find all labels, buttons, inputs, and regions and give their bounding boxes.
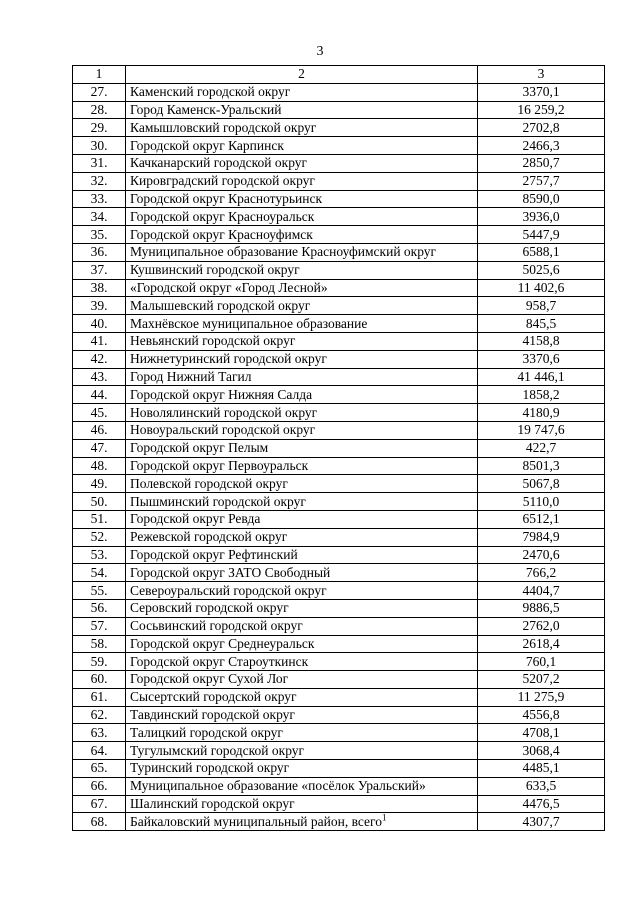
amount-value: 6588,1 [478, 243, 605, 261]
amount-value: 4708,1 [478, 724, 605, 742]
table-row [73, 510, 605, 528]
amount-value: 2618,4 [478, 635, 605, 653]
municipal-table [72, 65, 605, 831]
municipality-name-text: Городской округ Среднеуральск [130, 635, 315, 651]
municipality-name-text: «Городской округ «Город Лесной» [130, 279, 328, 295]
page-number: 3 [316, 44, 324, 59]
amount-value: 9886,5 [478, 599, 605, 617]
amount-value: 3936,0 [478, 208, 605, 226]
amount-value: 2762,0 [478, 617, 605, 635]
municipality-name-text: Город Нижний Тагил [130, 368, 252, 384]
amount-value: 3370,6 [478, 350, 605, 368]
municipality-name [126, 742, 478, 760]
municipality-name [126, 635, 478, 653]
table-row [73, 653, 605, 671]
municipality-name-text: Талицкий городской округ [130, 724, 283, 740]
municipality-name [126, 154, 478, 172]
row-number: 51. [73, 510, 126, 528]
amount-value: 1858,2 [478, 386, 605, 404]
table-row [73, 243, 605, 261]
municipality-name [126, 653, 478, 671]
row-number: 42. [73, 350, 126, 368]
municipality-name [126, 724, 478, 742]
municipality-name-text: Серовский городской округ [130, 600, 289, 616]
table-row [73, 83, 605, 101]
municipality-name-text: Тугулымский городской округ [130, 742, 305, 758]
municipality-name [126, 208, 478, 226]
row-number: 41. [73, 332, 126, 350]
municipality-name-text: Кировградский городской округ [130, 173, 315, 189]
row-number: 35. [73, 226, 126, 244]
municipality-name-text: Город Каменск-Уральский [130, 101, 282, 117]
amount-value: 8590,0 [478, 190, 605, 208]
municipality-name-text: Шалинский городской округ [130, 796, 295, 812]
municipality-name-text: Городской округ Староуткинск [130, 653, 309, 669]
table-row [73, 350, 605, 368]
municipality-name [126, 795, 478, 813]
municipality-name [126, 599, 478, 617]
row-number: 63. [73, 724, 126, 742]
municipality-name [126, 421, 478, 439]
amount-value: 4476,5 [478, 795, 605, 813]
row-number: 32. [73, 172, 126, 190]
amount-value: 3068,4 [478, 742, 605, 760]
amount-value: 422,7 [478, 439, 605, 457]
municipality-name-text: Сысертский городской округ [130, 689, 297, 705]
municipality-name-text: Качканарский городской округ [130, 155, 308, 171]
table-row [73, 671, 605, 689]
row-number: 55. [73, 582, 126, 600]
row-number: 39. [73, 297, 126, 315]
municipality-name-text: Туринский городской округ [130, 760, 290, 776]
table-row [73, 154, 605, 172]
amount-value: 4556,8 [478, 706, 605, 724]
table-row [73, 315, 605, 333]
row-number: 54. [73, 564, 126, 582]
row-number: 66. [73, 777, 126, 795]
row-number: 30. [73, 137, 126, 155]
table-row [73, 777, 605, 795]
municipality-name [126, 137, 478, 155]
row-number: 31. [73, 154, 126, 172]
table-row [73, 439, 605, 457]
table-row [73, 546, 605, 564]
row-number: 34. [73, 208, 126, 226]
row-number: 52. [73, 528, 126, 546]
row-number: 57. [73, 617, 126, 635]
table-row [73, 421, 605, 439]
municipality-name-text: Кушвинский городской округ [130, 262, 300, 278]
table-row [73, 599, 605, 617]
table-row [73, 190, 605, 208]
table-row [73, 813, 605, 831]
municipality-name-text: Махнёвское муниципальное образование [130, 315, 368, 331]
municipality-name [126, 279, 478, 297]
amount-value: 2850,7 [478, 154, 605, 172]
amount-value: 5207,2 [478, 671, 605, 689]
row-number: 33. [73, 190, 126, 208]
municipality-name [126, 671, 478, 689]
municipality-name-text: Североуральский городской округ [130, 582, 327, 598]
row-number: 40. [73, 315, 126, 333]
row-number: 60. [73, 671, 126, 689]
municipality-name [126, 368, 478, 386]
table-row [73, 617, 605, 635]
row-number: 59. [73, 653, 126, 671]
municipality-name-text: Городской округ Сухой Лог [130, 671, 289, 687]
municipality-name [126, 475, 478, 493]
municipality-name [126, 83, 478, 101]
amount-value: 4180,9 [478, 404, 605, 422]
municipality-name [126, 190, 478, 208]
municipality-name [126, 546, 478, 564]
table-row [73, 279, 605, 297]
amount-value: 2470,6 [478, 546, 605, 564]
municipality-name [126, 226, 478, 244]
municipality-name-text: Малышевский городской округ [130, 297, 311, 313]
table-row [73, 742, 605, 760]
table-body [73, 83, 605, 830]
table-row [73, 226, 605, 244]
municipality-name [126, 582, 478, 600]
municipality-name [126, 528, 478, 546]
row-number: 44. [73, 386, 126, 404]
municipality-name [126, 101, 478, 119]
table-row [73, 172, 605, 190]
municipality-name [126, 510, 478, 528]
table-row [73, 457, 605, 475]
column-header-value: 3 [478, 66, 605, 84]
municipality-name-text: Нижнетуринский городской округ [130, 351, 327, 367]
row-number: 37. [73, 261, 126, 279]
municipality-name-text: Камышловский городской округ [130, 119, 317, 135]
municipality-name-text: Каменский городской округ [130, 84, 291, 100]
amount-value: 7984,9 [478, 528, 605, 546]
amount-value: 5447,9 [478, 226, 605, 244]
amount-value: 6512,1 [478, 510, 605, 528]
municipality-name [126, 404, 478, 422]
municipality-name [126, 386, 478, 404]
municipality-name [126, 332, 478, 350]
table-row [73, 297, 605, 315]
row-number: 46. [73, 421, 126, 439]
municipality-name [126, 617, 478, 635]
municipality-name [126, 297, 478, 315]
row-number: 36. [73, 243, 126, 261]
municipality-name-text: Городской округ Ревда [130, 511, 261, 527]
amount-value: 845,5 [478, 315, 605, 333]
municipality-name-text: Городской округ Красноуфимск [130, 226, 313, 242]
municipality-name-text: Городской округ ЗАТО Свободный [130, 564, 331, 580]
municipality-name [126, 350, 478, 368]
municipality-name-text: Полевской городской округ [130, 475, 288, 491]
amount-value: 766,2 [478, 564, 605, 582]
municipality-name-text: Тавдинский городской округ [130, 707, 295, 723]
table-row [73, 137, 605, 155]
table-row [73, 706, 605, 724]
row-number: 62. [73, 706, 126, 724]
municipality-name-text: Пышминский городской округ [130, 493, 306, 509]
row-number: 49. [73, 475, 126, 493]
table-row [73, 475, 605, 493]
amount-value: 633,5 [478, 777, 605, 795]
table-row [73, 208, 605, 226]
amount-value: 4158,8 [478, 332, 605, 350]
row-number: 65. [73, 760, 126, 778]
municipality-name-text: Городской округ Пелым [130, 440, 269, 456]
municipality-name [126, 706, 478, 724]
table-row [73, 582, 605, 600]
amount-value: 5110,0 [478, 493, 605, 511]
table-row [73, 404, 605, 422]
municipality-name-text: Городской округ Первоуральск [130, 457, 309, 473]
table-row [73, 635, 605, 653]
amount-value: 4307,7 [478, 813, 605, 831]
amount-value: 2757,7 [478, 172, 605, 190]
municipality-name [126, 172, 478, 190]
amount-value: 5067,8 [478, 475, 605, 493]
row-number: 47. [73, 439, 126, 457]
municipality-name-text: Городской округ Карпинск [130, 137, 284, 153]
amount-value: 760,1 [478, 653, 605, 671]
row-number: 68. [73, 813, 126, 831]
amount-value: 11 275,9 [478, 688, 605, 706]
amount-value: 2702,8 [478, 119, 605, 137]
row-number: 48. [73, 457, 126, 475]
municipality-name [126, 243, 478, 261]
amount-value: 2466,3 [478, 137, 605, 155]
municipality-name-text: Городской округ Красноуральск [130, 208, 315, 224]
municipality-name [126, 439, 478, 457]
column-header-number: 1 [73, 66, 126, 84]
table-row [73, 101, 605, 119]
amount-value: 19 747,6 [478, 421, 605, 439]
municipality-name [126, 315, 478, 333]
table-row [73, 386, 605, 404]
municipality-name-text: Новолялинский городской округ [130, 404, 318, 420]
table-row [73, 119, 605, 137]
table-row [73, 528, 605, 546]
municipality-name [126, 119, 478, 137]
table-row [73, 368, 605, 386]
row-number: 43. [73, 368, 126, 386]
table-row [73, 688, 605, 706]
municipality-name [126, 760, 478, 778]
municipality-name [126, 261, 478, 279]
amount-value: 4404,7 [478, 582, 605, 600]
table-row [73, 493, 605, 511]
municipality-name [126, 688, 478, 706]
table-row [73, 795, 605, 813]
municipality-name-text: Байкаловский муниципальный район, всего [130, 813, 382, 829]
row-number: 61. [73, 688, 126, 706]
amount-value: 5025,6 [478, 261, 605, 279]
amount-value: 41 446,1 [478, 368, 605, 386]
row-number: 29. [73, 119, 126, 137]
footnote-mark: 1 [382, 812, 387, 823]
municipality-name-text: Сосьвинский городской округ [130, 618, 303, 634]
row-number: 38. [73, 279, 126, 297]
municipality-name [126, 777, 478, 795]
table-row [73, 564, 605, 582]
municipality-name [126, 564, 478, 582]
amount-value: 958,7 [478, 297, 605, 315]
table-row [73, 760, 605, 778]
amount-value: 11 402,6 [478, 279, 605, 297]
row-number: 67. [73, 795, 126, 813]
table-header-row [73, 66, 605, 84]
row-number: 27. [73, 83, 126, 101]
amount-value: 3370,1 [478, 83, 605, 101]
row-number: 56. [73, 599, 126, 617]
row-number: 45. [73, 404, 126, 422]
row-number: 50. [73, 493, 126, 511]
amount-value: 16 259,2 [478, 101, 605, 119]
municipality-name-text: Городской округ Рефтинский [130, 546, 298, 562]
municipality-name-text: Муниципальное образование «посёлок Уральский» [130, 778, 426, 794]
row-number: 58. [73, 635, 126, 653]
amount-value: 4485,1 [478, 760, 605, 778]
row-number: 64. [73, 742, 126, 760]
amount-value: 8501,3 [478, 457, 605, 475]
municipality-name-text: Новоуральский городской округ [130, 422, 316, 438]
table-row [73, 332, 605, 350]
municipality-name-text: Муниципальное образование Красноуфимский округ [130, 244, 437, 260]
municipality-name-text: Городской округ Нижняя Салда [130, 386, 313, 402]
municipality-name [126, 457, 478, 475]
table-row [73, 724, 605, 742]
municipality-name [126, 813, 478, 831]
municipality-name [126, 493, 478, 511]
column-header-name: 2 [126, 66, 478, 84]
row-number: 53. [73, 546, 126, 564]
municipality-name-text: Режевской городской округ [130, 529, 288, 545]
municipality-name-text: Невьянский городской округ [130, 333, 296, 349]
row-number: 28. [73, 101, 126, 119]
table-row [73, 261, 605, 279]
municipality-name-text: Городской округ Краснотурьинск [130, 190, 323, 206]
